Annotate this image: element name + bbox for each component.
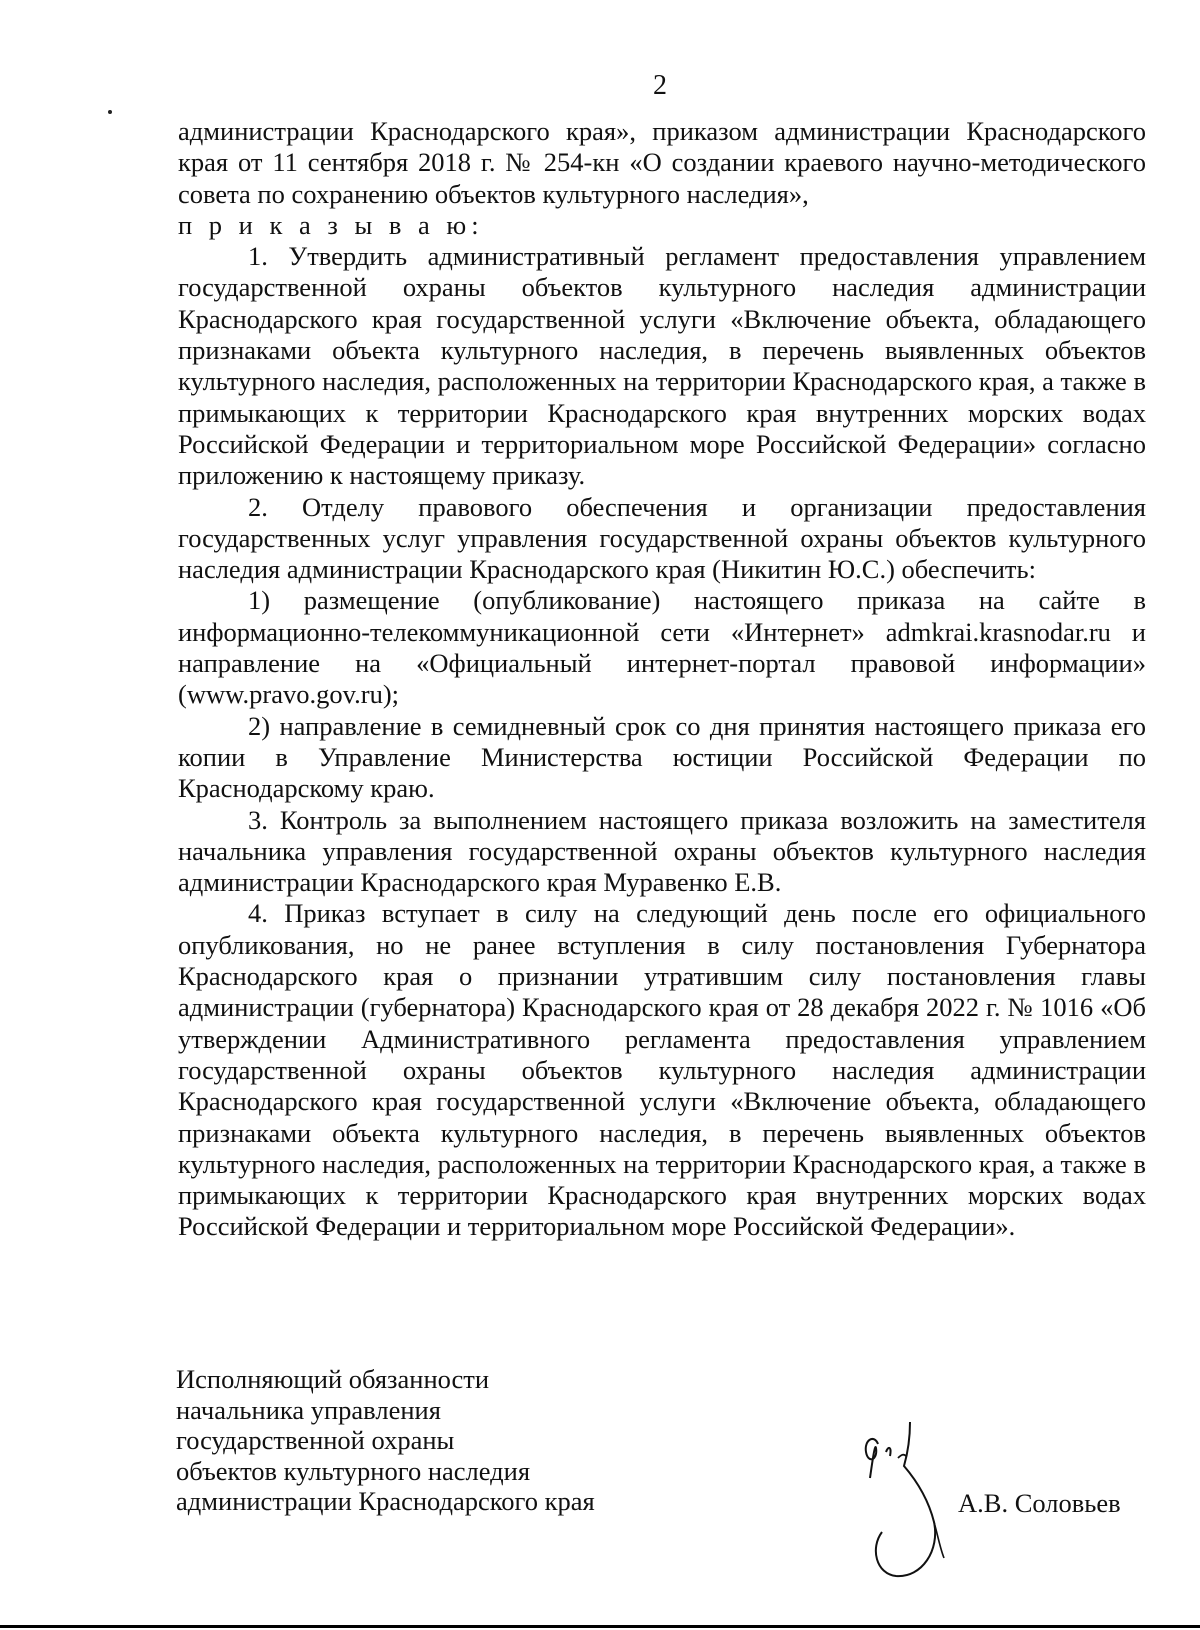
paragraph-item-2: 2. Отделу правового обеспечения и организации предоставления государственных услуг управления государственной охраны объектов культурного наследия администрации Краснодарского края (Никитин Ю.С.) обеспечить: bbox=[178, 491, 1146, 585]
handwritten-signature bbox=[850, 1418, 960, 1588]
signatory-name: А.В. Соловьев bbox=[958, 1488, 1121, 1518]
paragraph-item-2-2: 2) направление в семидневный срок со дня принятия настоящего приказа его копии в Управление Министерства юстиции Российской Федерации по Краснодарскому краю. bbox=[178, 710, 1146, 804]
page-number: 2 bbox=[653, 70, 667, 101]
paragraph-item-2-1: 1) размещение (опубликование) настоящего приказа на сайте в информационно-телекоммуникационной сети «Интернет» admkrai.krasnodar.ru и направление на «Официальный интернет-портал правовой информации» (www.pravo.gov.ru); bbox=[178, 585, 1146, 710]
scan-artifact-dot bbox=[108, 110, 112, 114]
paragraph-order-word: п р и к а з ы в а ю: bbox=[178, 209, 484, 240]
signatory-position-line: государственной охраны bbox=[176, 1425, 455, 1456]
paragraph-item-3: 3. Контроль за выполнением настоящего приказа возложить на заместителя начальника управления государственной охраны объектов культурного наследия администрации Краснодарского края Муравенко Е.В. bbox=[178, 804, 1146, 898]
signatory-position-line: начальника управления bbox=[176, 1394, 441, 1425]
paragraph-item-4: 4. Приказ вступает в силу на следующий день после его официального опубликования, но не ранее вступления в силу постановления Губернатора Краснодарского края о признании утратившим силу постановления главы администрации (губернатора) Краснодарского края от 28 декабря 2022 г. № 1016 «Об утверждении Административного регламента предоставления управлением государственной охраны объектов культурного наследия администрации Краснодарского края государственной услуги «Включение объекта, обладающего признаками объекта культурного наследия, в перечень выявленных объектов культурного наследия, расположенных на территории Краснодарского края, а также в примыкающих к территории Краснодарского края внутренних морских водах Российской Федерации и территориальном море Российской Федерации». bbox=[178, 898, 1146, 1242]
signatory-position-line: объектов культурного наследия bbox=[176, 1455, 531, 1486]
signatory-position-line: Исполняющий обязанности bbox=[176, 1364, 490, 1394]
scan-bottom-edge bbox=[0, 1625, 1200, 1628]
signatory-position bbox=[176, 1364, 595, 1517]
order-body bbox=[178, 116, 1146, 1243]
paragraph-preamble-end: администрации Краснодарского края», приказом администрации Краснодарского края от 11 сентября 2018 г. № 254-кн «О создании краевого научно-методического совета по сохранению объектов культурного наследия», bbox=[178, 116, 1146, 209]
signatory-position-line: администрации Краснодарского края bbox=[176, 1486, 595, 1517]
paragraph-item-1: 1. Утвердить административный регламент предоставления управлением государственной охраны объектов культурного наследия администрации Краснодарского края государственной услуги «Включение объекта, обладающего признаками объекта культурного наследия, в перечень выявленных объектов культурного наследия, расположенных на территории Краснодарского края, а также в примыкающих к территории Краснодарского края внутренних морских водах Российской Федерации и территориальном море Российской Федерации» согласно приложению к настоящему приказу. bbox=[178, 241, 1146, 491]
